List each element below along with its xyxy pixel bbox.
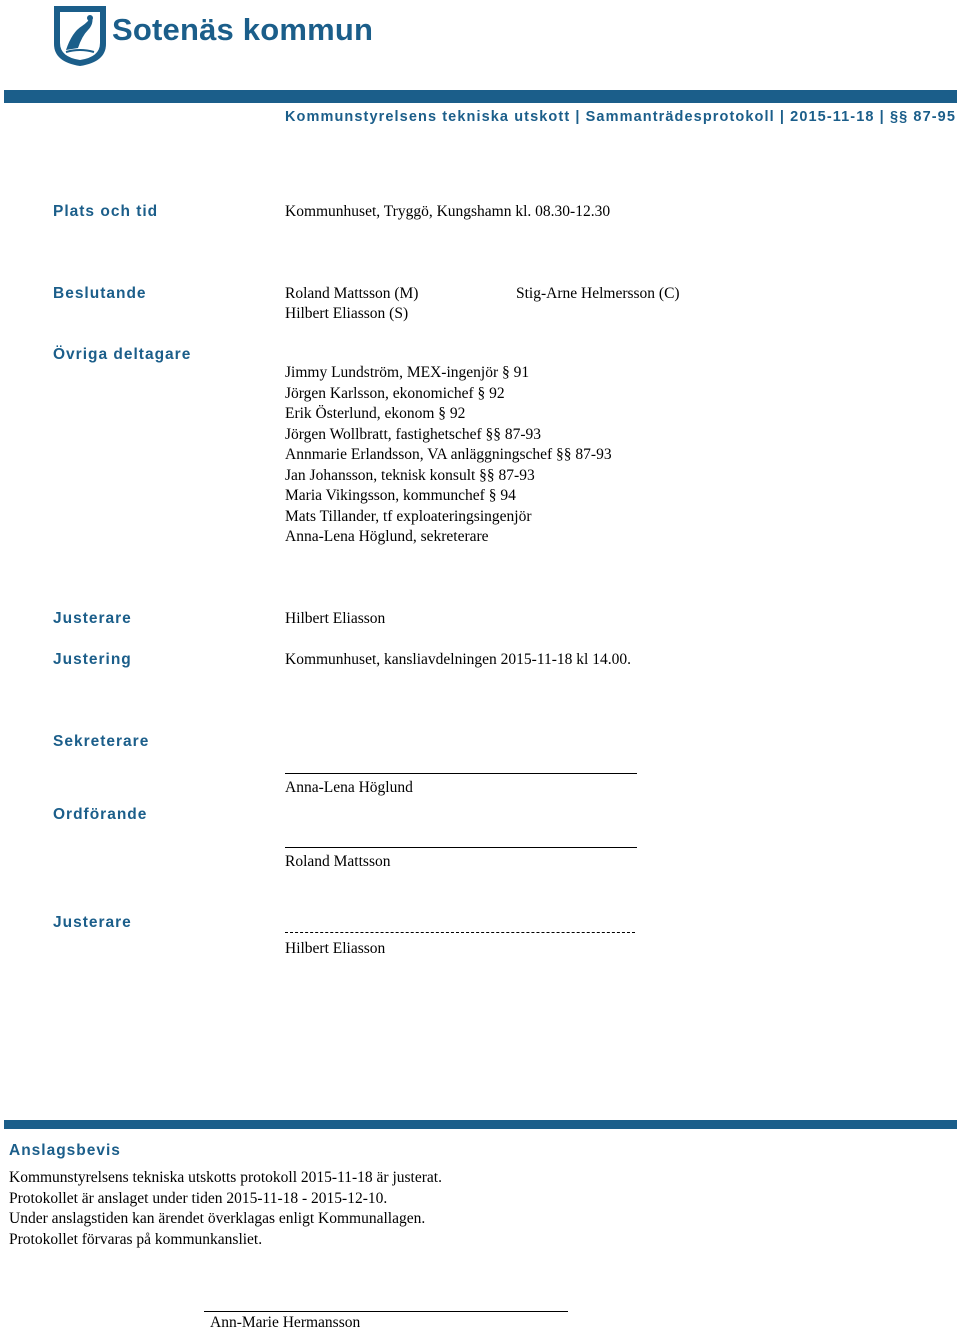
organization-name: Sotenäs kommun — [112, 12, 374, 47]
municipal-crest-icon — [52, 4, 108, 68]
ovriga-label: Övriga deltagare — [53, 346, 192, 363]
justerare-value: Hilbert Eliasson — [285, 610, 386, 627]
ordforande-label: Ordförande — [53, 806, 148, 823]
plats-label: Plats och tid — [53, 203, 159, 220]
sekreterare-name: Anna-Lena Höglund — [285, 779, 413, 796]
anslagsbevis-line: Protokollet förvaras på kommunkansliet. — [9, 1230, 263, 1248]
anslagsbevis-line: Kommunstyrelsens tekniska utskotts protokoll 2015-11-18 är justerat. — [9, 1169, 442, 1186]
beslutande-member: Roland Mattsson (M) — [285, 285, 419, 302]
ordforande-name: Roland Mattsson — [285, 853, 391, 870]
anslagsbevis-bar — [4, 1120, 957, 1129]
plats-value: Kommunhuset, Tryggö, Kungshamn kl. 08.30-12.30 — [285, 203, 611, 220]
justerare-signature-name: Hilbert Eliasson — [285, 940, 386, 957]
anslagsbevis-signature-line — [204, 1311, 568, 1312]
ordforande-signature-line — [285, 847, 637, 848]
sekreterare-signature-line — [285, 773, 637, 774]
participant: Mats Tillander, tf exploateringsingenjör — [285, 507, 532, 525]
anslagsbevis-line: Protokollet är anslaget under tiden 2015-11-18 - 2015-12-10. — [9, 1189, 388, 1207]
justerare-label: Justerare — [53, 610, 132, 627]
participant: Jörgen Karlsson, ekonomichef § 92 — [285, 384, 505, 402]
justerare-signature-line — [285, 932, 635, 933]
justering-value: Kommunhuset, kansliavdelningen 2015-11-18 kl 14.00. — [285, 651, 631, 668]
organization-logo — [52, 4, 382, 68]
beslutande-label: Beslutande — [53, 285, 147, 302]
justering-label: Justering — [53, 651, 132, 668]
anslagsbevis-line: Under anslagstiden kan ärendet överklagas enligt Kommunallagen. — [9, 1210, 426, 1227]
participant: Annmarie Erlandsson, VA anläggningschef §§ 87-93 — [285, 446, 612, 463]
header-bar — [4, 90, 957, 103]
participant: Anna-Lena Höglund, sekreterare — [285, 528, 489, 545]
participant: Jörgen Wollbratt, fastighetschef §§ 87-93 — [285, 425, 542, 443]
sekreterare-label: Sekreterare — [53, 733, 150, 750]
participants-list — [285, 363, 612, 548]
anslagsbevis-text — [9, 1168, 442, 1250]
participant: Jan Johansson, teknisk konsult §§ 87-93 — [285, 466, 535, 484]
document-header: Kommunstyrelsens tekniska utskott | Sammanträdesprotokoll | 2015-11-18 | §§ 87-95 — [284, 109, 956, 125]
participant: Maria Vikingsson, kommunchef § 94 — [285, 487, 516, 504]
beslutande-member: Hilbert Eliasson (S) — [285, 305, 409, 322]
justerare-signature-label: Justerare — [53, 914, 132, 931]
anslagsbevis-signer: Ann-Marie Hermansson — [210, 1314, 361, 1331]
beslutande-member: Stig-Arne Helmersson (C) — [516, 285, 680, 302]
participant: Erik Österlund, ekonom § 92 — [285, 405, 466, 422]
participant: Jimmy Lundström, MEX-ingenjör § 91 — [285, 364, 530, 381]
anslagsbevis-title: Anslagsbevis — [9, 1142, 121, 1159]
